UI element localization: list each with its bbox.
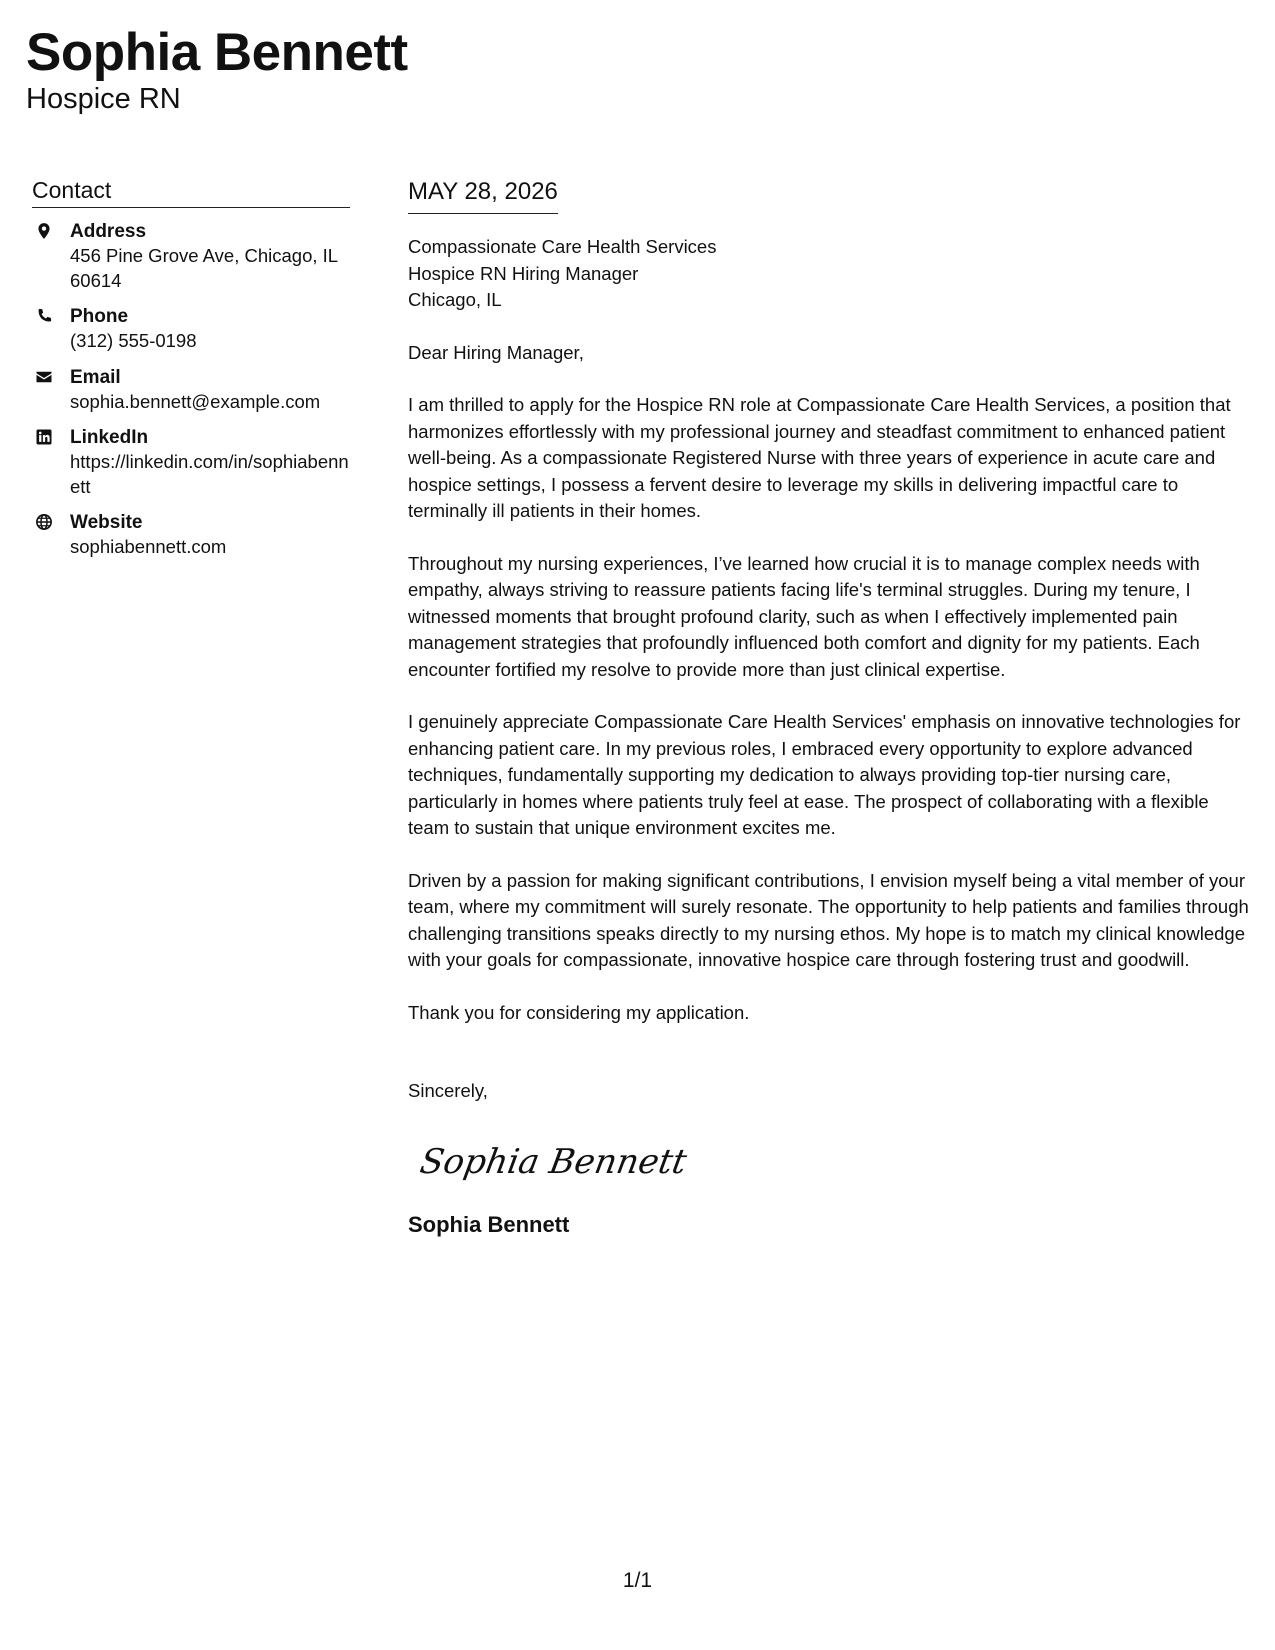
contact-address (32, 220, 350, 293)
envelope-icon (35, 368, 53, 386)
address-value: 456 Pine Grove Ave, Chicago, IL 60614 (70, 245, 338, 291)
address-label: Address (70, 221, 147, 242)
contact-phone (32, 305, 350, 354)
email-value[interactable]: sophia.bennett@example.com (70, 390, 321, 412)
paragraph-2: Throughout my nursing experiences, I’ve learned how crucial it is to manage complex needs with empathy, always striving to reassure patients facing life's terminal struggles. During my tenure, I witnessed moments that brought profound clarity, such as when I effectively implemented pain management strategies that profoundly influenced both comfort and dignity for my patients. Each encounter fortified my resolve to provide more than just clinical expertise. (408, 552, 1200, 680)
linkedin-label: LinkedIn (70, 427, 149, 448)
contact-heading: Contact (32, 176, 350, 208)
paragraph-4: Driven by a passion for making significant contributions, I envision myself being a vital member of your team, where my commitment will surely resonate. The opportunity to help patients and families through challenging transitions speaks directly to my nursing ethos. My hope is to match my clinical knowledge with your goals for compassionate, innovative hospice care through fostering trust and goodwill. (408, 869, 1249, 970)
phone-label: Phone (70, 306, 129, 327)
phone-value: (312) 555-0198 (70, 330, 197, 351)
website-label: Website (70, 512, 143, 533)
page-number: 1/1 (622, 1569, 653, 1592)
recipient-title: Hospice RN Hiring Manager (408, 262, 639, 284)
email-label: Email (70, 366, 121, 388)
contact-email (32, 366, 350, 415)
globe-icon (35, 513, 53, 531)
signer-name: Sophia Bennett (408, 1211, 570, 1237)
recipient-block (408, 234, 1250, 314)
handwritten-signature (417, 1131, 690, 1191)
applicant-role: Hospice RN (26, 83, 181, 115)
map-pin-icon (35, 222, 53, 240)
contact-linkedin (32, 426, 350, 499)
closing: Sincerely, (408, 1080, 488, 1101)
contact-website (32, 511, 350, 560)
website-value[interactable]: sophiabennett.com (70, 536, 227, 557)
linkedin-value[interactable]: https://linkedin.com/in/sophiabennett (70, 451, 349, 497)
signature-text: Sophia Bennett (417, 1141, 690, 1182)
paragraph-5: Thank you for considering my application. (408, 1001, 750, 1023)
paragraph-1: I am thrilled to apply for the Hospice RN role at Compassionate Care Health Services, a position that harmonizes effortlessly with my professional journey and steadfast commitment to enhanced patient well-being. As a compassionate Registered Nurse with three years of experience in acute care and hospice settings, I possess a fervent desire to leverage my skills in delivering impactful care to terminally ill patients in their homes. (408, 394, 1231, 521)
linkedin-icon (35, 428, 53, 446)
applicant-name: Sophia Bennett (26, 23, 408, 82)
contact-sidebar (32, 176, 350, 560)
letter-body (408, 177, 1250, 1239)
letter-date: MAY 28, 2026 (408, 177, 558, 214)
phone-icon (35, 307, 53, 325)
recipient-location: Chicago, IL (408, 289, 502, 310)
paragraph-3: I genuinely appreciate Compassionate Care Health Services' emphasis on innovative technologies for enhancing patient care. In my previous roles, I embraced every opportunity to explore advanced techniques, fundamentally supporting my dedication to always providing top-tier nursing care, particularly in homes where patients truly feel at ease. The prospect of collaborating with a flexible team to sustain that unique environment excites me. (408, 711, 1241, 838)
letter-header (26, 22, 408, 116)
salutation: Dear Hiring Manager, (408, 341, 584, 363)
recipient-company: Compassionate Care Health Services (408, 236, 717, 257)
